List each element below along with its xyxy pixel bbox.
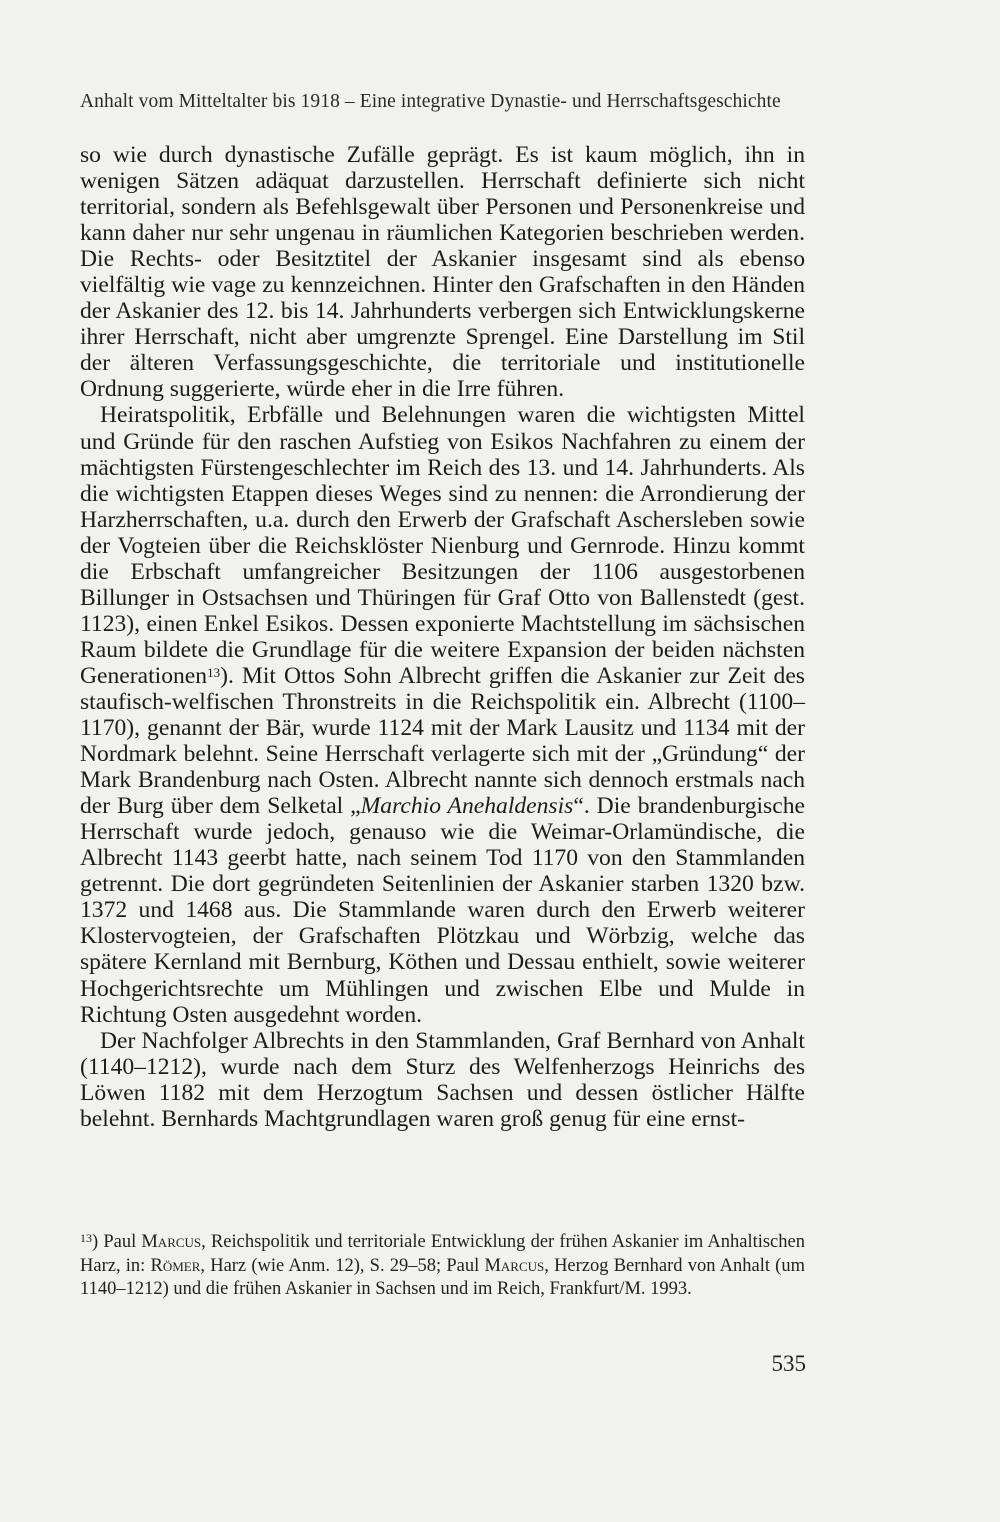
footnote-author-3: Marcus	[484, 1255, 545, 1276]
paragraph-3: Der Nachfolger Albrechts in den Stammlanden, Graf Bernhard von Anhalt (1140–1212), wurde nach dem Sturz des Welfenherzogs Heinrichs des Löwen 1182 mit dem Herzogtum Sachsen und dessen östlicher Hälfte belehnt. Bernhards Machtgrundlagen waren groß genug für eine ernst-	[80, 1027, 805, 1132]
footnote-text-2: , Reichspolitik und territoriale Entwicklung der frühen Askanier im Anhaltischen Harz, in:	[80, 1232, 805, 1276]
page-number: 535	[771, 1351, 806, 1376]
paragraph-2-part-b: ). Mit Ottos Sohn Albrecht griffen die Askanier zur Zeit des staufisch-welfischen Thronstreits in die Reichspolitik ein. Albrecht (1100–1170), genannt der Bär, wurde 1124 mit der Mark Lausitz und 1134 mit der Nordmark belehnt. Seine Herrschaft verlagerte sich mit der „Gründung“ der Mark Brandenburg nach Osten. Albrecht nannte sich dennoch erstmals nach der Burg über dem Selketal „	[80, 662, 805, 820]
footnote-author-1: Marcus	[141, 1232, 202, 1252]
footnote-text-3: , Harz (wie Anm. 12), S. 29–58; Paul	[200, 1255, 485, 1276]
main-text	[80, 142, 805, 1132]
paragraph-2	[80, 402, 805, 1027]
footnote-text-4: , Herzog Bernhard von Anhalt (um 1140–1212) und die frühen Askanier in Sachsen und im Reich, Frankfurt/M. 1993.	[80, 1255, 805, 1299]
running-header: Anhalt vom Mitteltalter bis 1918 – Eine integrative Dynastie- und Herrschaftsgeschichte	[80, 91, 781, 112]
footnote-mark: 13	[80, 1231, 92, 1245]
paragraph-2-part-c: “. Die brandenburgische Herrschaft wurde jedoch, genauso wie die Weimar-Orlamündische, die Albrecht 1143 geerbt hatte, nach seinem Tod 1170 von den Stammlanden getrennt. Die dort gegründeten Seitenlinien der Askanier starben 1320 bzw. 1372 und 1468 aus. Die Stammlande waren durch den Erwerb weiterer Klostervogteien, der Grafschaften Plötzkau und Wörbzig, welche das spätere Kernland mit Bernburg, Köthen und Dessau enthielt, sowie weiterer Hochgerichtsrechte um Mühlingen und zwischen Elbe und Mulde in Richtung Osten ausgedehnt worden.	[80, 793, 805, 1028]
paragraph-1: so wie durch dynastische Zufälle geprägt. Es ist kaum möglich, ihn in wenigen Sätzen adäquat darzustellen. Herrschaft definierte sich nicht territorial, sondern als Befehlsgewalt über Personen und Personenkreise und kann daher nur sehr ungenau in räumlichen Kategorien beschrieben werden. Die Rechts- oder Besitztitel der Askanier insgesamt sind als ebenso vielfältig wie vage zu kennzeichnen. Hinter den Grafschaften in den Händen der Askanier des 12. bis 14. Jahrhunderts verbergen sich Entwicklungskerne ihrer Herrschaft, nicht aber umgrenzte Sprengel. Eine Darstellung im Stil der älteren Verfassungsgeschichte, die territoriale und institutionelle Ordnung suggerierte, würde eher in die Irre führen.	[80, 142, 805, 403]
paragraph-2-part-a: Heiratspolitik, Erbfälle und Belehnungen waren die wichtigsten Mittel und Gründe für den raschen Aufstieg von Esikos Nachfahren zu einem der mächtigsten Fürstengeschlechter im Reich des 13. und 14. Jahrhunderts. Als die wichtigsten Etappen dieses Weges sind zu nennen: die Arrondierung der Harzherrschaften, u.a. durch den Erwerb der Grafschaft Aschersleben sowie der Vogteien über die Reichsklöster Nienburg und Gernrode. Hinzu kommt die Erbschaft umfangreicher Besitzungen der 1106 ausgestorbenen Billunger in Ostsachsen und Thüringen für Graf Otto von Ballenstedt (gest. 1123), einen Enkel Esikos. Dessen exponierte Machtstellung im sächsischen Raum bildete die Grundlage für die weitere Expansion der beiden nächsten Generationen	[80, 402, 805, 689]
footnote	[80, 1231, 805, 1302]
footnote-text-1: ) Paul	[92, 1232, 142, 1252]
footnote-author-2: Römer	[150, 1255, 201, 1276]
footnote-reference: 13	[207, 664, 221, 680]
italic-title: Marchio Anehaldensis	[360, 793, 574, 820]
